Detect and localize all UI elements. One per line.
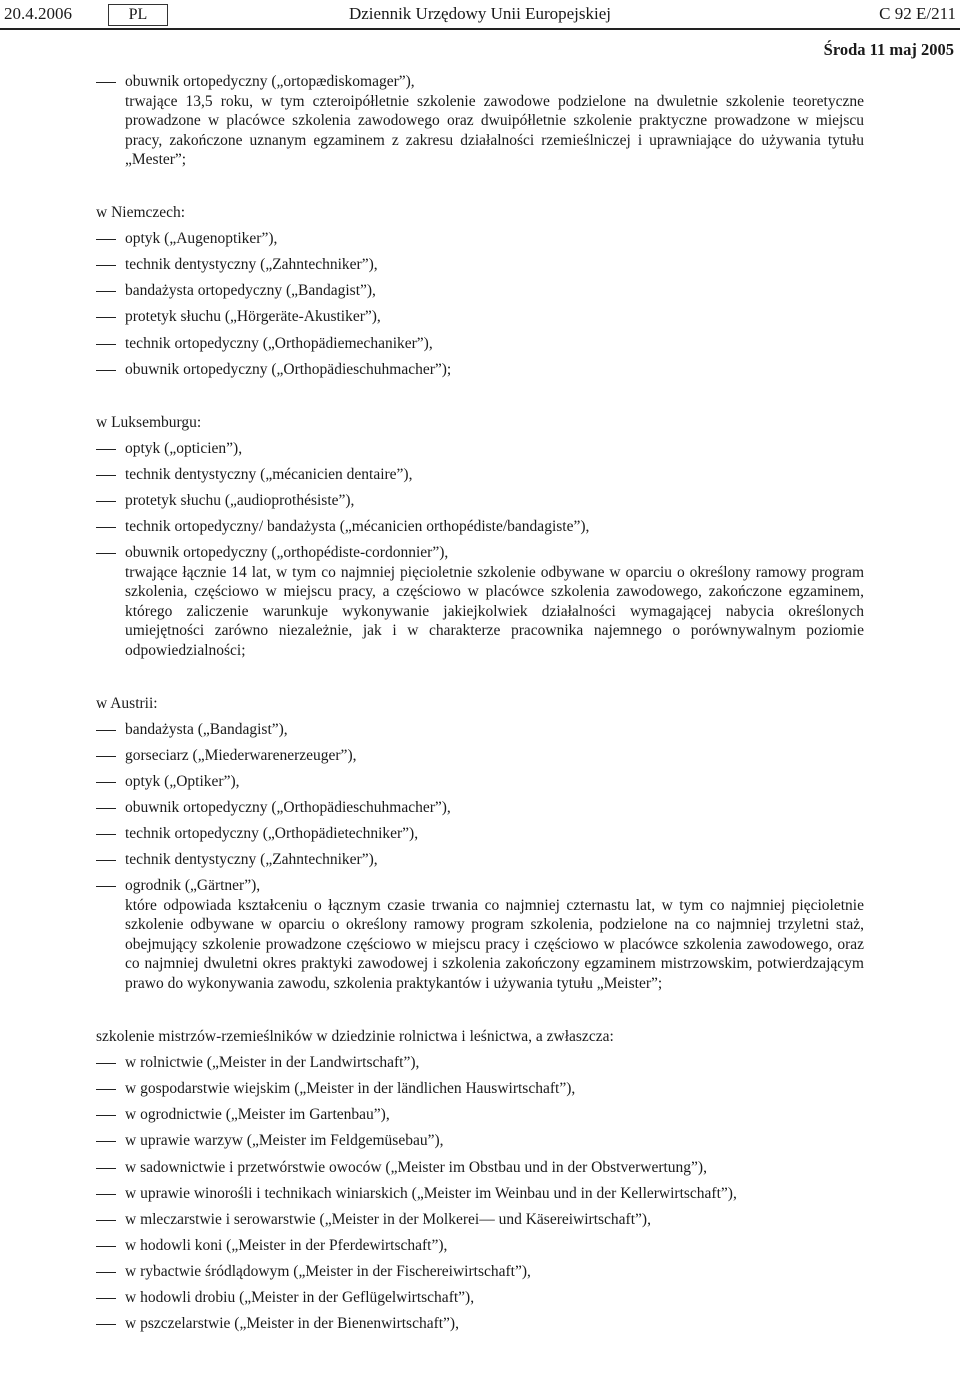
list-item-label: w rolnictwie („Meister in der Landwirtschaft”),: [125, 1054, 420, 1072]
list-item: [96, 1314, 864, 1334]
list-item-label: obuwnik ortopedyczny („Orthopädieschuhmacher”),: [125, 799, 451, 817]
list-item-label: bandażysta ortopedyczny („Bandagist”),: [125, 282, 376, 300]
list-item: [96, 491, 864, 511]
section-spacer: [96, 1000, 864, 1027]
list-item: [96, 1053, 864, 1073]
page-reference: C 92 E/211: [879, 4, 956, 23]
publication-date: 20.4.2006: [4, 4, 72, 23]
list-item-label: w uprawie winorośli i technikach winiarskich („Meister im Weinbau und in der Kellerwirtschaft”),: [125, 1184, 737, 1202]
list-item-label: obuwnik ortopedyczny („Orthopädieschuhmacher”);: [125, 360, 452, 378]
list-item-label: technik dentystyczny („mécanicien dentaire”),: [125, 465, 413, 483]
list-item-label: technik ortopedyczny/ bandażysta („mécanicien orthopédiste/bandagiste”),: [125, 518, 590, 536]
section-spacer: [96, 176, 864, 203]
list-item: [96, 281, 864, 301]
section-intro: szkolenie mistrzów-rzemieślników w dziedzinie rolnictwa i leśnictwa, a zwłaszcza:: [96, 1028, 614, 1046]
list-item-label: w ogrodnictwie („Meister im Gartenbau”),: [125, 1106, 390, 1124]
section: [96, 413, 864, 660]
list-item-description: trwające łącznie 14 lat, w tym co najmniej pięcioletnie szkolenie odbywane w oparciu o określony ramowy program szkolenia, częściowo w miejscu pracy, a częściowo w placówce szkolenia zawodowego, zakończone egzaminem, którego zaliczenie warunkuje wykonywanie jakiejkolwiek działalności wymagającej nabycia określonych umiejętności zarówno niezależnie, jak i w charakterze pracownika najemnego o porównywalnym poziomie odpowiedzialności;: [125, 563, 864, 659]
list-item: [96, 876, 864, 993]
list-item-label: w mleczarstwie i serowarstwie („Meister in der Molkerei— und Käsereiwirtschaft”),: [125, 1210, 651, 1228]
list-item: [96, 543, 864, 660]
list-item: [96, 798, 864, 818]
section: [96, 203, 864, 379]
list-item: [96, 720, 864, 740]
list-item-label: obuwnik ortopedyczny („orthopédiste-cordonnier”),: [125, 544, 449, 562]
list-item-label: w uprawie warzyw („Meister im Feldgemüsebau”),: [125, 1132, 444, 1150]
list-item-label: ogrodnik („Gärtner”),: [125, 877, 261, 895]
list-item-label: optyk („Optiker”),: [125, 773, 240, 791]
list-item-label: w sadownictwie i przetwórstwie owoców („Meister im Obstbau und in der Obstverwertung”),: [125, 1158, 707, 1176]
list-item: [96, 772, 864, 792]
list-item-label: bandażysta („Bandagist”),: [125, 720, 288, 738]
list-item: [96, 72, 864, 170]
list-item-label: technik dentystyczny („Zahntechniker”),: [125, 256, 378, 274]
list-item: [96, 1079, 864, 1099]
list-item: [96, 1158, 864, 1178]
document-body: [96, 72, 864, 1340]
list-item-label: obuwnik ortopedyczny („ortopædiskomager”),: [125, 73, 415, 90]
list-item: [96, 746, 864, 766]
list-item: [96, 850, 864, 870]
list-item: [96, 517, 864, 537]
list-item-label: w hodowli drobiu („Meister in der Geflügelwirtschaft”),: [125, 1289, 475, 1306]
list-item-description: które odpowiada kształceniu o łącznym czasie trwania co najmniej czternastu lat, w tym co najmniej pięcioletnie szkolenie odbywane w oparciu o określony ramowy program szkolenia, podzielone na co najmniej trzyletni staż, obejmujący szkolenie prowadzone częściowo w miejscu pracy i częściowo w placówce szkolenia zawodowego, oraz co najmniej dwuletni okres praktyki zawodowej i szkolenia zakończony egzaminem mistrzowskim, potwierdzającym prawo do wykonywania zawodu, szkolenia praktykantów i używania tytułu „Meister”;: [125, 896, 864, 992]
list-item-label: technik dentystyczny („Zahntechniker”),: [125, 851, 378, 869]
list-item: [96, 439, 864, 459]
sitting-date: Środa 11 maj 2005: [823, 40, 954, 59]
list-item-label: protetyk słuchu („audioprothésiste”),: [125, 492, 355, 510]
section: [96, 72, 864, 170]
section-intro: w Luksemburgu:: [96, 413, 202, 431]
section-intro: w Austrii:: [96, 694, 158, 712]
section-spacer: [96, 386, 864, 413]
list-item: [96, 307, 864, 327]
header-rule: [0, 28, 960, 30]
list-item: [96, 360, 864, 380]
list-item-label: w hodowli koni („Meister in der Pferdewirtschaft”),: [125, 1236, 448, 1254]
list-item-description: trwające 13,5 roku, w tym czteroipółletnie szkolenie zawodowe podzielone na dwuletnie szkolenie teoretyczne prowadzone w placówce szkolenia zawodowego oraz dwuipółletnie szkolenie praktyczne prowadzone w miejscu pracy, zakończone uznanym egzaminem z zakresu działalności rzemieślniczej i uprawniające do używania tytułu „Mester”;: [125, 92, 864, 168]
list-item: [96, 229, 864, 249]
journal-title: Dziennik Urzędowy Unii Europejskiej: [348, 4, 611, 23]
list-item: [96, 334, 864, 354]
list-item: [96, 1262, 864, 1282]
section-spacer: [96, 667, 864, 694]
list-item-label: w pszczelarstwie („Meister in der Bienenwirtschaft”),: [125, 1315, 459, 1333]
language-badge: PL: [108, 4, 168, 26]
list-item-label: gorseciarz („Miederwarenerzeuger”),: [125, 747, 357, 764]
page-header: [4, 4, 956, 28]
section-intro: w Niemczech:: [96, 204, 186, 222]
list-item: [96, 1131, 864, 1151]
list-item: [96, 1105, 864, 1125]
list-item-label: technik ortopedyczny („Orthopädiemechaniker”),: [125, 334, 433, 352]
list-item: [96, 1236, 864, 1256]
list-item: [96, 824, 864, 844]
list-item: [96, 1288, 864, 1308]
list-item-label: optyk („Augenoptiker”),: [125, 230, 278, 248]
list-item-label: w rybactwie śródlądowym („Meister in der Fischereiwirtschaft”),: [125, 1262, 531, 1280]
list-item-label: technik ortopedyczny („Orthopädietechniker”),: [125, 825, 419, 843]
list-item: [96, 1184, 864, 1204]
list-item: [96, 465, 864, 485]
list-item-label: w gospodarstwie wiejskim („Meister in der ländlichen Hauswirtschaft”),: [125, 1080, 576, 1098]
list-item-label: optyk („opticien”),: [125, 439, 243, 457]
section: [96, 694, 864, 994]
list-item: [96, 255, 864, 275]
section: [96, 1027, 864, 1334]
list-item: [96, 1210, 864, 1230]
list-item-label: protetyk słuchu („Hörgeräte-Akustiker”),: [125, 308, 381, 326]
